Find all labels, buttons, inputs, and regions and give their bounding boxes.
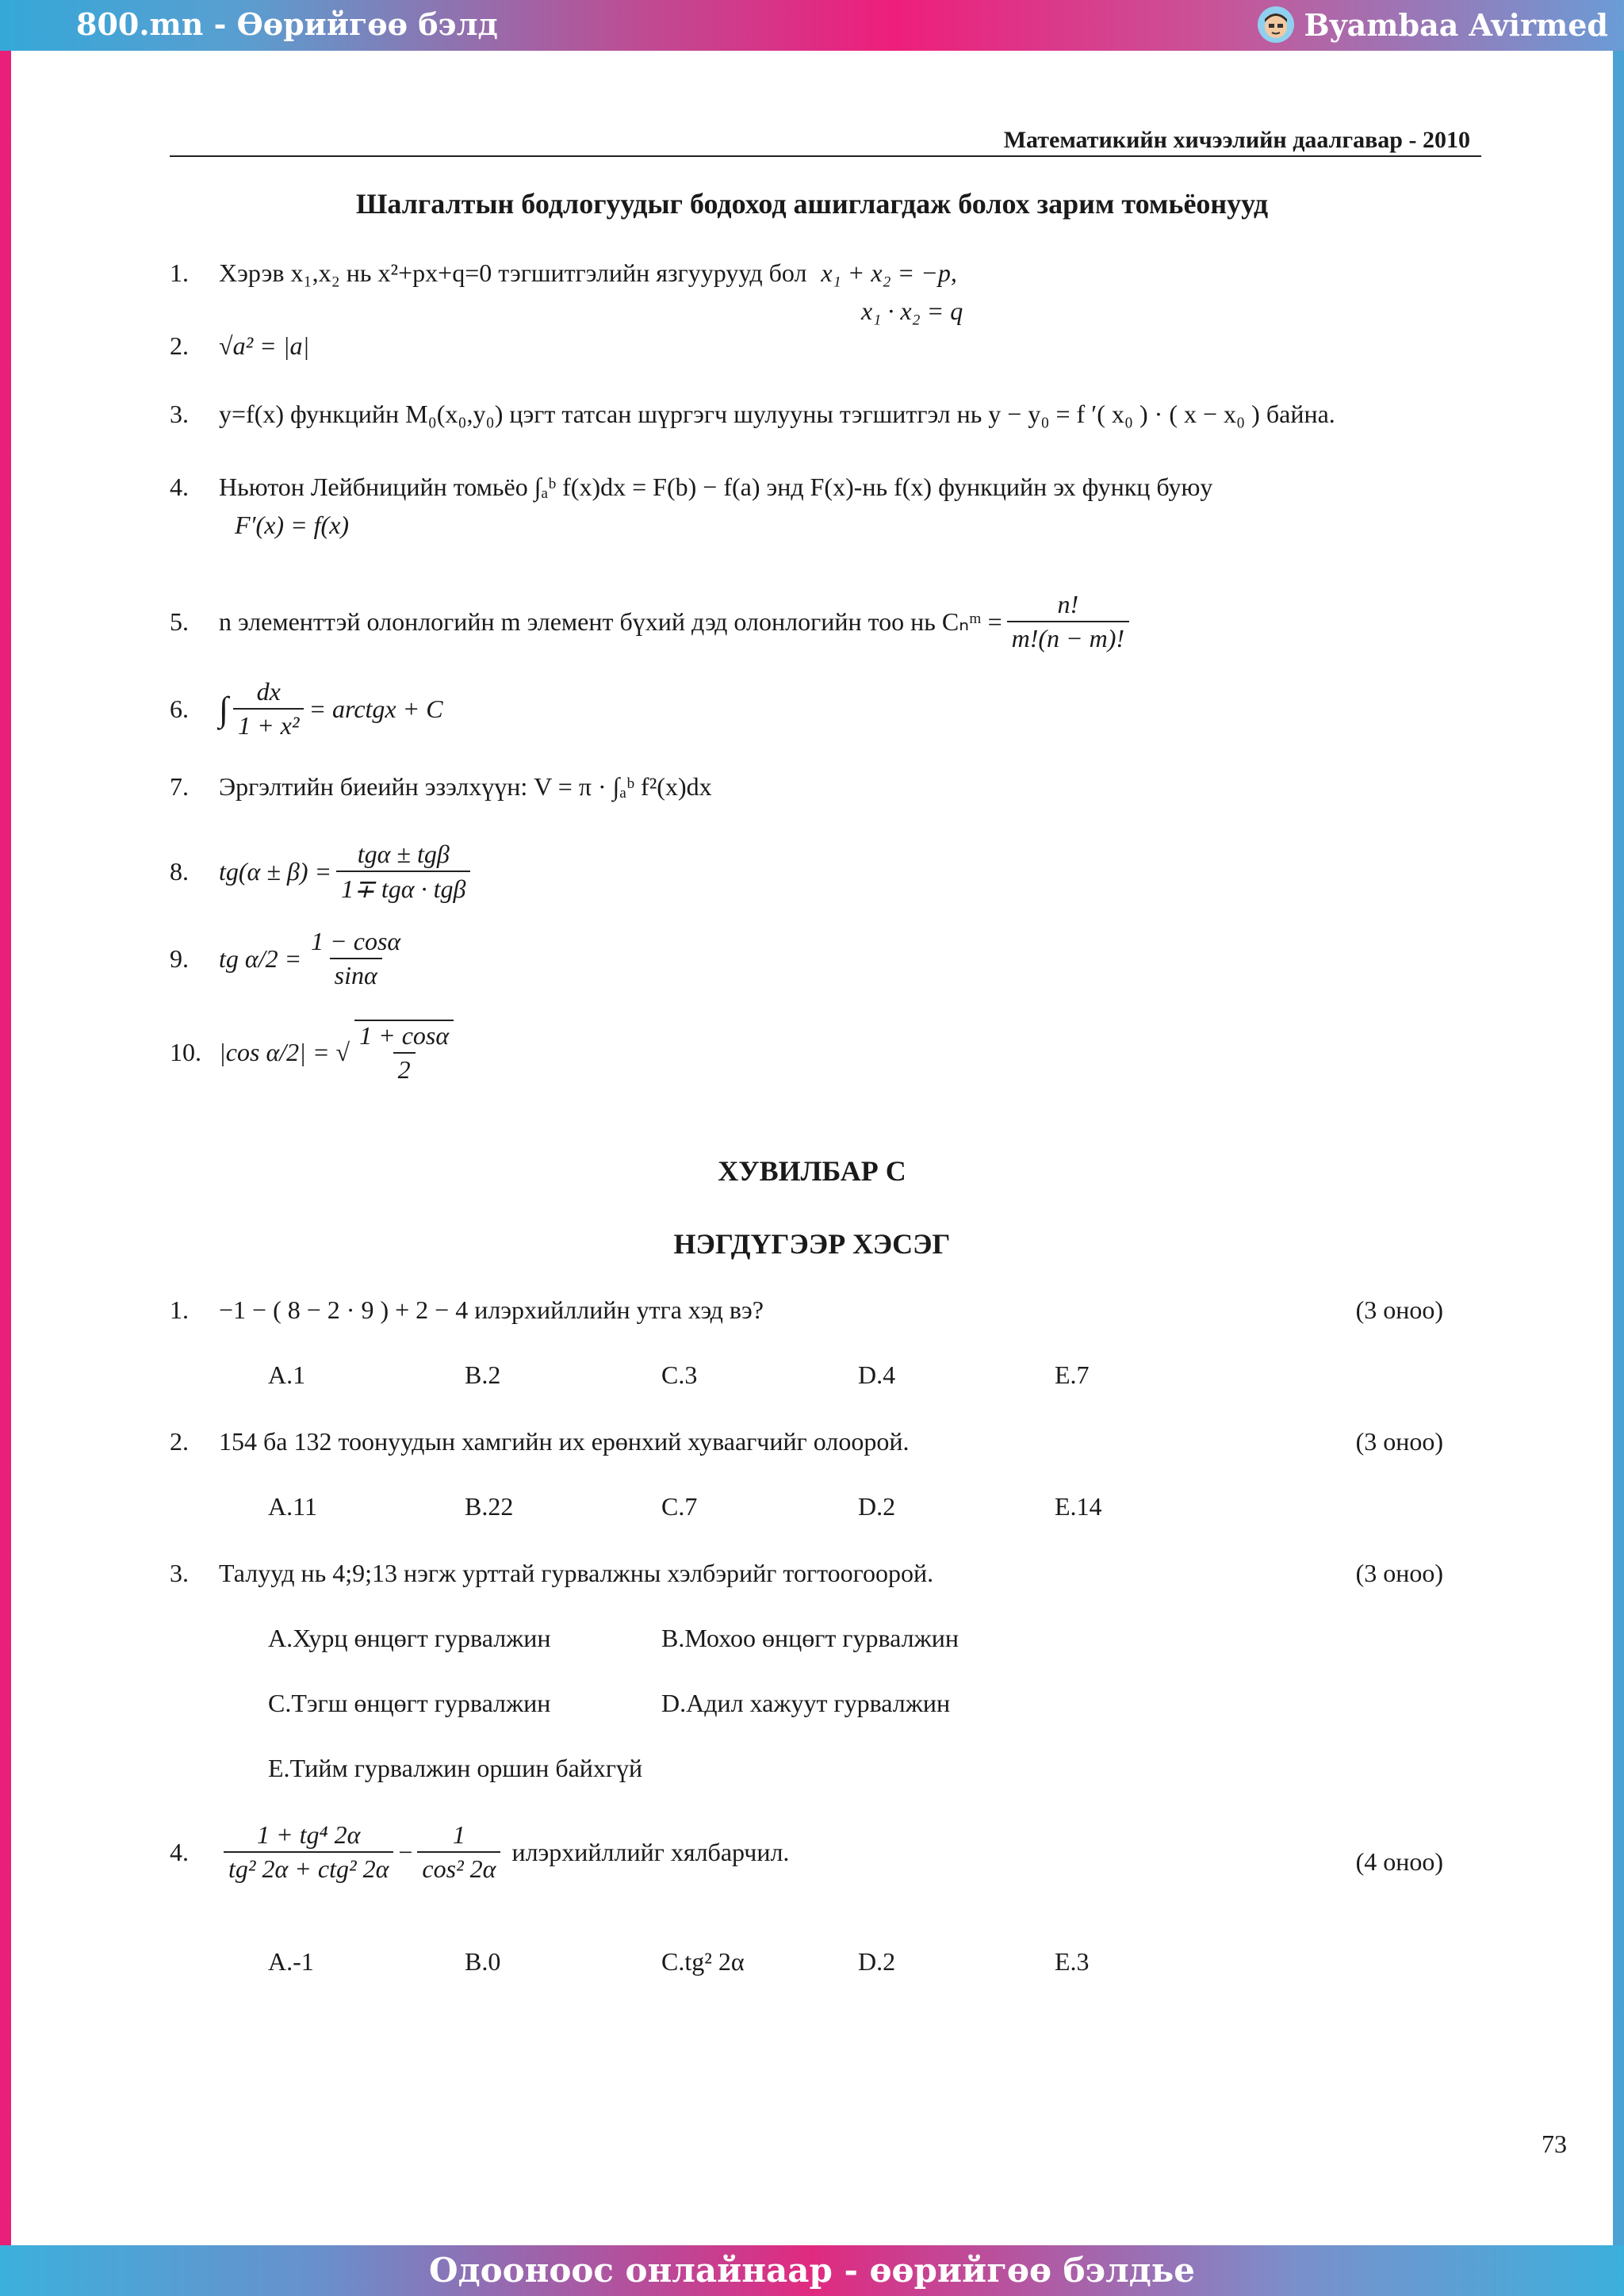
answer-option[interactable]: B.0 xyxy=(465,1947,501,1976)
formula-item: 3. y=f(x) функцийн M₀(x₀,y₀) цэгт татсан шүргэгч шулууны тэгшитгэл нь y − y₀ = f ′( x₀ ) · ( x − x₀ ) байна. xyxy=(170,400,1335,428)
variant-title: ХУВИЛБАР C xyxy=(718,1155,906,1187)
answer-option[interactable]: A.Хурц өнцөгт гурвалжин xyxy=(268,1624,551,1652)
answer-option[interactable]: D.2 xyxy=(858,1947,896,1976)
answer-option[interactable]: E.7 xyxy=(1055,1360,1090,1389)
formula-item: 5. n элементтэй олонлогийн m элемент бүхий дэд олонлогийн тоо нь Cₙᵐ = $\frac{n!}{m!(n - m)!}$ xyxy=(170,590,1134,653)
question-points: (4 оноо) xyxy=(1355,1847,1443,1876)
answer-option[interactable]: B.22 xyxy=(465,1492,514,1521)
part-title: НЭГДҮГЭЭР ХЭСЭГ xyxy=(673,1228,951,1260)
question-4: 4. $\frac{\text{1 + tg⁴ 2α}}{\text{tg² 2α + ctg² 2α}}$ − $\frac{1}{\text{cos² 2α}}$ илэрхийллийг хялбарчил. xyxy=(170,1820,790,1883)
answer-option[interactable]: D.Адил хажуут гурвалжин xyxy=(661,1689,951,1717)
user-name: Byambaa Avirmed xyxy=(1304,6,1608,43)
answer-option[interactable]: D.2 xyxy=(858,1492,896,1521)
question-3: 3. Талууд нь 4;9;13 нэгж урттай гурвалжны хэлбэрийг тогтоогоорой. xyxy=(170,1559,934,1587)
question-points: (3 оноо) xyxy=(1355,1427,1443,1456)
document-header: Математикийн хичээлийн даалгавар - 2010 xyxy=(1003,127,1470,153)
answer-option[interactable]: E.3 xyxy=(1055,1947,1090,1976)
formula-item: 1. Хэрэв x₁,x₂ нь x²+px+q=0 тэгшитгэлийн язгуурууд бол x₁ + x₂ = −p, xyxy=(170,258,957,287)
formula-item: 6. ∫ $\frac{dx}{\text{1 + x²}}$ = arctgx + C xyxy=(170,677,443,740)
bottom-banner[interactable] xyxy=(0,2245,1624,2296)
document-page xyxy=(11,51,1613,2245)
avatar-icon xyxy=(1258,6,1294,43)
answer-option[interactable]: E.Тийм гурвалжин оршин байхгүй xyxy=(268,1754,643,1782)
formulas-title: Шалгалтын бодлогуудыг бодоход ашиглагдаж болох зарим томьёонууд xyxy=(355,188,1269,220)
answer-option[interactable]: C.3 xyxy=(661,1360,698,1389)
answer-option[interactable]: E.14 xyxy=(1055,1492,1102,1521)
answer-option[interactable]: C.tg² 2α xyxy=(661,1947,745,1976)
answer-option[interactable]: A.-1 xyxy=(268,1947,314,1976)
answer-option[interactable]: A.1 xyxy=(268,1360,306,1389)
formula-item-cont: x₁ · x₂ = q xyxy=(861,297,963,325)
question-points: (3 оноо) xyxy=(1355,1559,1443,1587)
answer-option[interactable]: A.11 xyxy=(268,1492,317,1521)
answer-option[interactable]: D.4 xyxy=(858,1360,896,1389)
formula-item: 7. Эргэлтийн биеийн эзэлхүүн: V = π · ∫ₐᵇ f²(x)dx xyxy=(170,772,712,801)
formula-item-cont: F′(x) = f(x) xyxy=(235,511,350,539)
formula-item: 2. √a² = |a| xyxy=(170,331,310,360)
top-banner xyxy=(0,0,1624,51)
formula-item: 9. tg α/2 = $\frac{1 - \cos\alpha}{\sin\alpha}$ xyxy=(170,927,401,989)
site-title[interactable]: 800.mn - Өөрийгөө бэлд xyxy=(76,6,498,42)
answer-option[interactable]: B.2 xyxy=(465,1360,501,1389)
formula-item: 10. |cos α/2| = √ $\frac{1 + \cos\alpha}{2}$ xyxy=(170,1020,458,1085)
user-badge[interactable] xyxy=(1258,6,1608,43)
question-points: (3 оноо) xyxy=(1355,1295,1443,1324)
bottom-banner-text: Одооноос онлайнаар - өөрийгөө бэлдье xyxy=(428,2251,1196,2290)
answer-option[interactable]: B.Мохоо өнцөгт гурвалжин xyxy=(661,1624,959,1652)
header-divider xyxy=(170,155,1481,157)
question-1: 1. −1 − ( 8 − 2 · 9 ) + 2 − 4 илэрхийллийн утга хэд вэ? xyxy=(170,1295,764,1324)
answer-option[interactable]: C.7 xyxy=(661,1492,698,1521)
formula-item: 8. tg(α ± β) = $\frac{\text{tgα ± tgβ}}{\text{1∓ tgα · tgβ}}$ xyxy=(170,840,475,904)
page-number: 73 xyxy=(1542,2130,1567,2158)
answer-option[interactable]: C.Тэгш өнцөгт гурвалжин xyxy=(268,1689,551,1717)
question-2: 2. 154 ба 132 тоонуудын хамгийн их ерөнхий хуваагчийг олоорой. xyxy=(170,1427,910,1456)
formula-item: 4. Ньютон Лейбницийн томьёо ∫ₐᵇ f(x)dx = F(b) − f(a) энд F(x)-нь f(x) функцийн эх функц буюу xyxy=(170,473,1213,501)
